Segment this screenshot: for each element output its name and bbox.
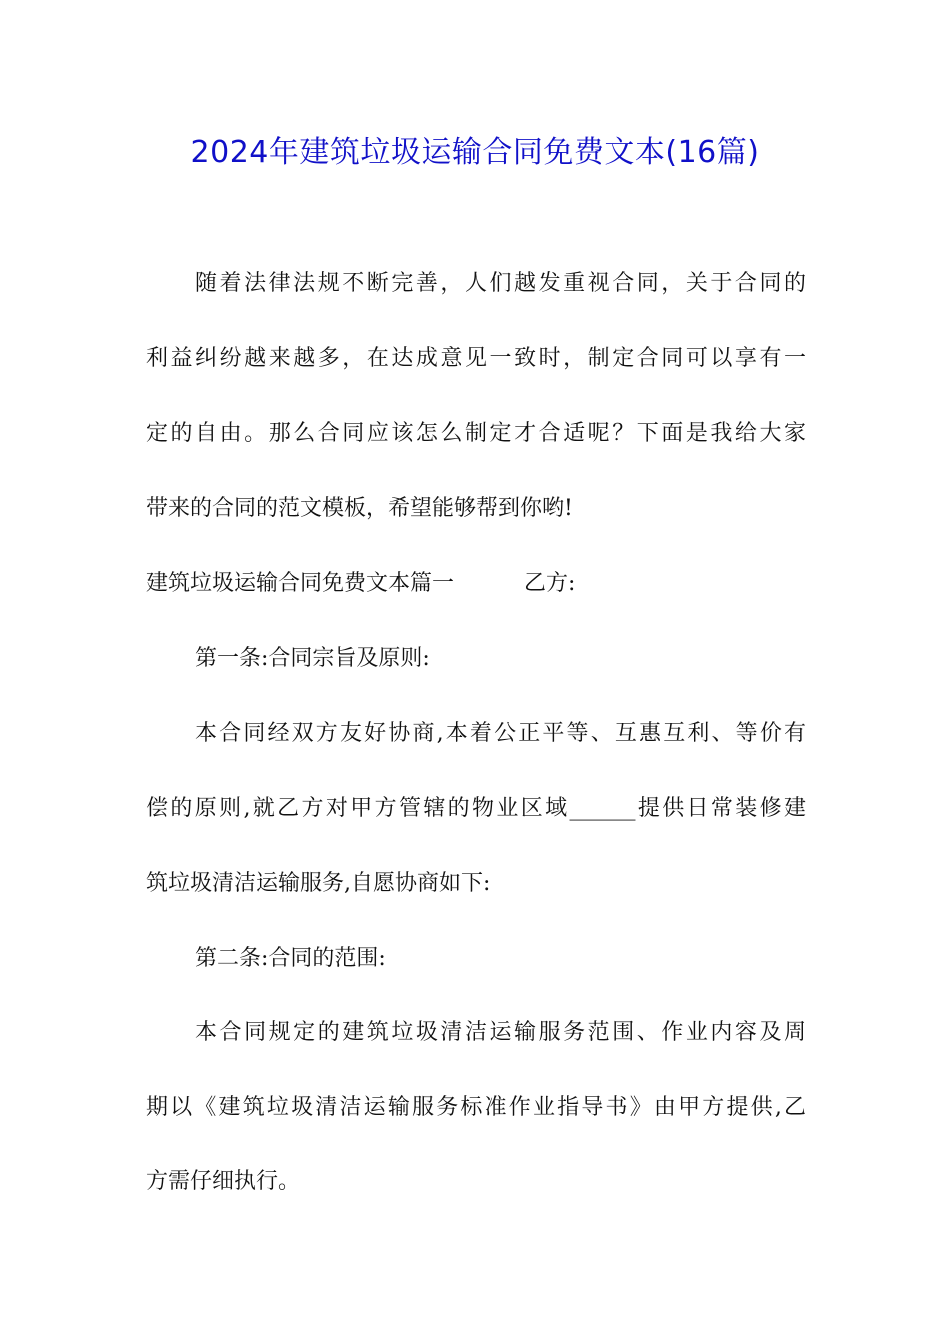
article-2-line-2: 期以《建筑垃圾清洁运输服务标准作业指导书》由甲方提供,乙 [146,1095,806,1120]
document-title: 2024年建筑垃圾运输合同免费文本(16篇) [190,135,760,170]
section-heading: 建筑垃圾运输合同免费文本篇一 [146,571,455,596]
article-2-line-3: 方需仔细执行。 [146,1169,301,1194]
party-b-label: 乙方: [524,571,576,596]
article-2-heading: 第二条:合同的范围: [195,946,386,971]
intro-line-2: 利益纠纷越来越多，在达成意见一致时，制定合同可以享有一 [146,346,806,371]
article-1-heading: 第一条:合同宗旨及原则: [195,646,430,671]
intro-line-4: 带来的合同的范文模板，希望能够帮到你哟! [146,496,573,521]
article-1-line-2: 偿的原则,就乙方对甲方管辖的物业区域______提供日常装修建 [146,796,806,821]
article-1-line-3: 筑垃圾清洁运输服务,自愿协商如下: [146,871,491,896]
intro-line-1: 随着法律法规不断完善，人们越发重视合同，关于合同的 [195,271,806,296]
article-2-line-1: 本合同规定的建筑垃圾清洁运输服务范围、作业内容及周 [195,1020,806,1045]
intro-line-3: 定的自由。那么合同应该怎么制定才合适呢？下面是我给大家 [146,421,806,446]
article-1-line-1: 本合同经双方友好协商,本着公正平等、互惠互利、等价有 [195,721,806,746]
section-heading-row [146,564,575,604]
